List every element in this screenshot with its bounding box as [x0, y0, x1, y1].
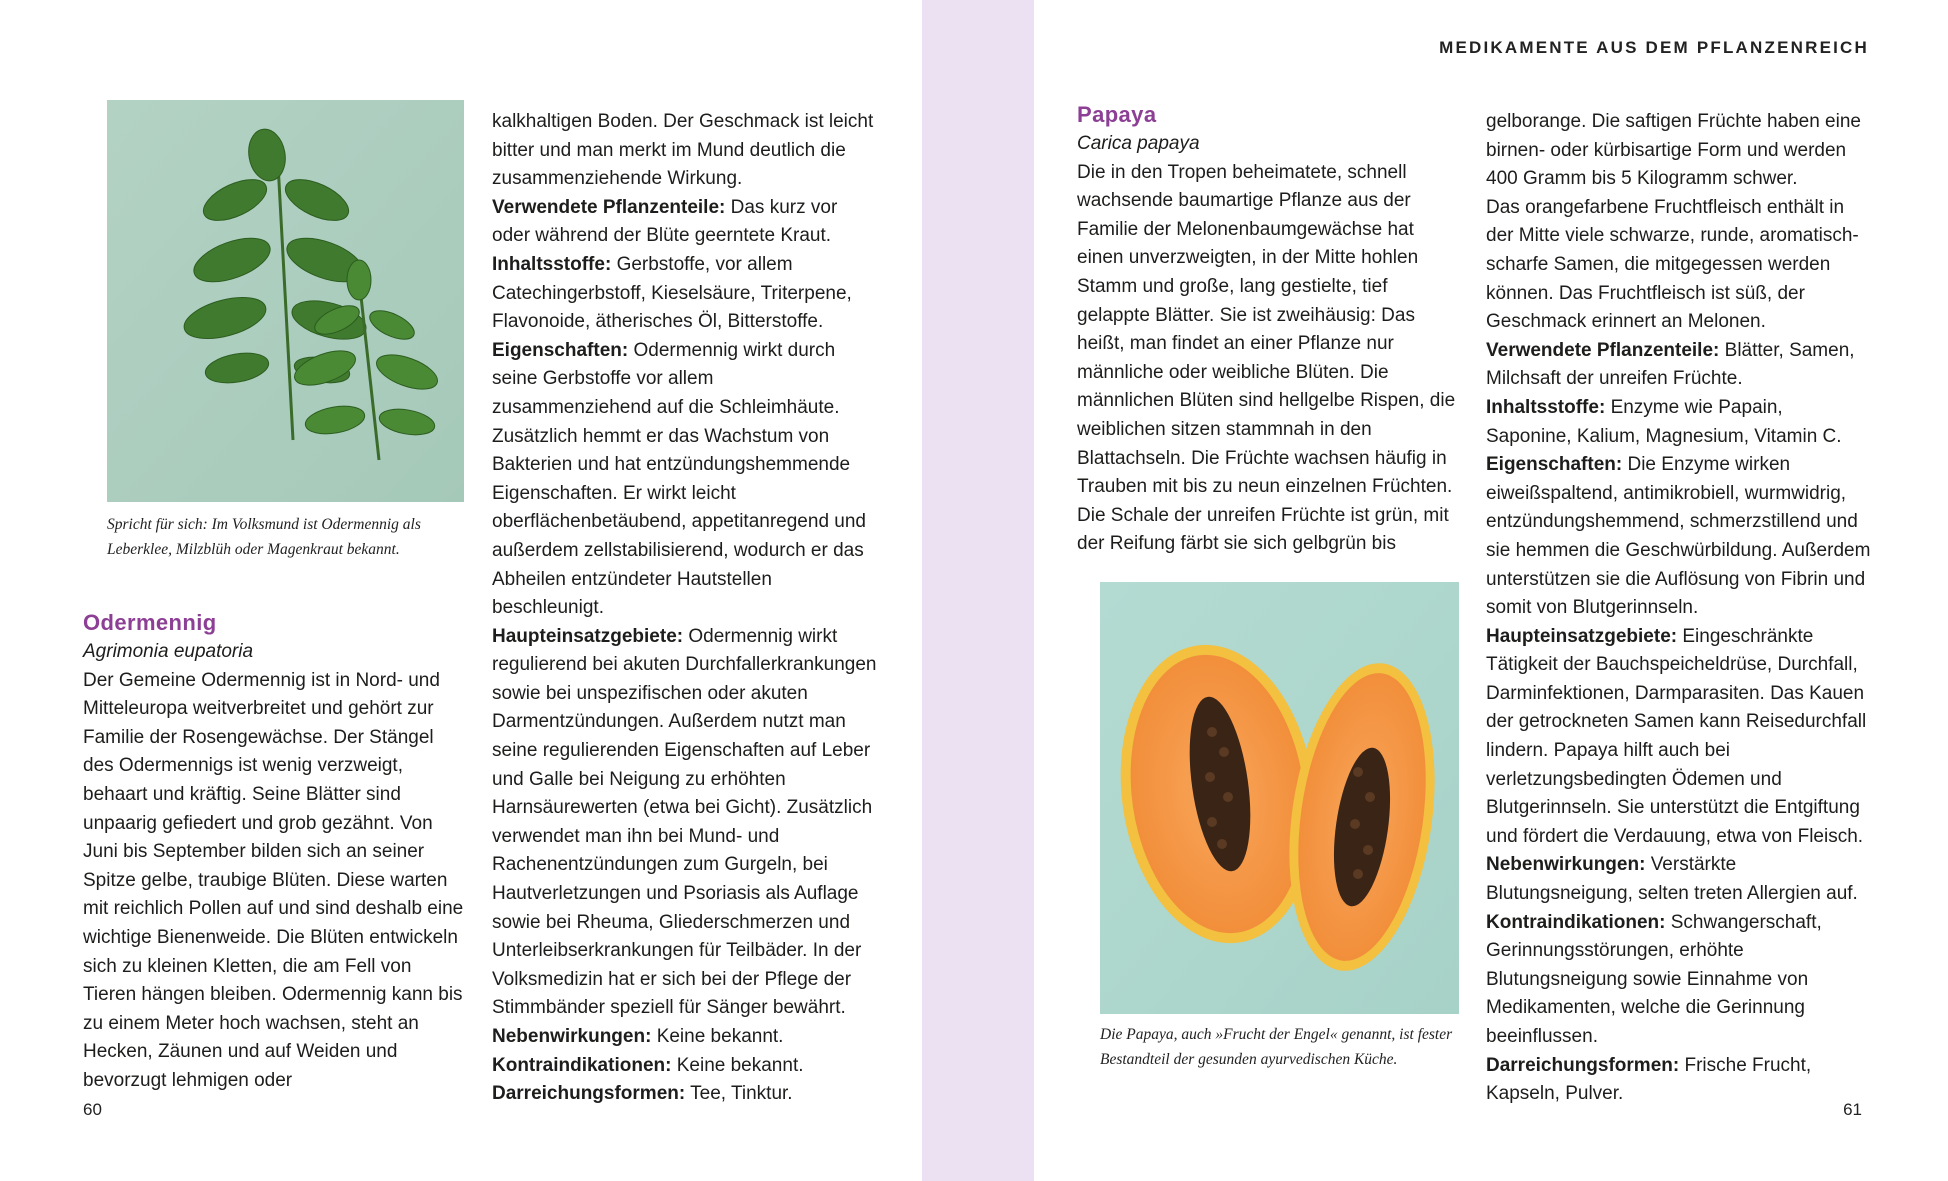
entry-label: Haupteinsatzgebiete:	[1486, 625, 1678, 647]
continuation-text: kalkhaltigen Boden. Der Geschmack ist leicht bitter und man merkt im Mund deutlich die zusammenziehende Wirkung.	[492, 111, 874, 190]
entry-text: Keine bekannt.	[676, 1054, 804, 1076]
entry	[1486, 337, 1872, 394]
entry-text: Odermennig wirkt durch seine Gerbstoffe vor allem zusammenziehend auf die Schleimhäute. Zusätzlich hemmt er das Wachstum von Bakterien und hat entzündungshemmende Eigenschaften. Er wirkt leicht oberflächenbetäubend, appetitanregend und außerdem zellstabilisierend, wodurch er das Abheilen entzündeter Hautstellen beschleunigt.	[492, 339, 866, 619]
page-gutter	[922, 0, 1034, 1181]
papaya-photo-caption: Die Papaya, auch »Frucht der Engel« genannt, ist fester Bestandteil der gesunden ayurvedischen Küche.	[1100, 1026, 1453, 1068]
entry-text: Verstärkte Blutungsneigung, selten treten Allergien auf.	[1486, 854, 1858, 905]
entry-label: Darreichungsformen:	[1486, 1054, 1680, 1076]
latin-name: Agrimonia eupatoria	[83, 641, 254, 662]
entry	[492, 1023, 877, 1052]
page-number-right: 61	[1843, 1100, 1862, 1119]
entry	[492, 251, 877, 337]
entry-label: Inhaltsstoffe:	[492, 253, 612, 275]
entry-label: Haupteinsatzgebiete:	[492, 625, 684, 647]
page-number-left: 60	[83, 1100, 102, 1119]
entry	[1486, 623, 1872, 852]
leaf-illustration	[107, 100, 464, 502]
entry-text: Eingeschränkte Tätigkeit der Bauchspeicheldrüse, Durchfall, Darminfektionen, Darmparasiten. Das Kauen der getrockneten Samen kann Reisedurchfall lindern. Papaya hilft auch bei verletzungsbedingten Ödemen und Blutgerinnseln. Sie unterstützt die Entgiftung und fördert die Verdauung, etwa von Fleisch.	[1486, 625, 1867, 847]
entry-label: Kontraindikationen:	[492, 1054, 672, 1076]
papaya-illustration	[1100, 582, 1459, 1014]
entry	[492, 1080, 877, 1109]
entry-label: Verwendete Pflanzenteile:	[492, 196, 726, 218]
entry-label: Darreichungsformen:	[492, 1083, 686, 1105]
entry-text: Frische Frucht, Kapseln, Pulver.	[1486, 1054, 1812, 1105]
latin-name: Carica papaya	[1077, 133, 1200, 154]
entry	[492, 623, 877, 1023]
entry-label: Eigenschaften:	[492, 339, 629, 361]
herb-heading-odermennig: Odermennig	[83, 610, 217, 635]
entry-text: Das kurz vor oder während der Blüte geerntete Kraut.	[492, 196, 838, 247]
entry	[1486, 394, 1872, 451]
entry-label: Verwendete Pflanzenteile:	[1486, 339, 1720, 361]
leaf-photo-caption: Spricht für sich: Im Volksmund ist Odermennig als Leberklee, Milzblüh oder Magenkraut bekannt.	[107, 516, 421, 558]
entry-label: Inhaltsstoffe:	[1486, 396, 1606, 418]
entry-text: Gerbstoffe, vor allem Catechingerbstoff, Kieselsäure, Triterpene, Flavonoide, ätherisches Öl, Bitterstoffe.	[492, 253, 852, 333]
entry-label: Eigenschaften:	[1486, 454, 1623, 476]
intro-text: Die in den Tropen beheimatete, schnell wachsende baumartige Pflanze aus der Familie der Melonenbaumgewächse hat einen unverzweigten, in der Mitte hohlen Stamm und große, lang gestielte, tief gelappte Blätter. Sie ist zweihäusig: Das heißt, man findet an einer Pflanze nur männliche oder weibliche Blüten. Die männlichen Blüten sind hellgelbe Rispen, die weiblichen sitzen stammnah in den Blattachseln. Die Früchte wachsen häufig in Trauben mit bis zu neun einzelnen Früchten. Die Schale der unreifen Früchte ist grün, mit der Reifung färbt sie sich gelbgrün bis	[1077, 161, 1456, 555]
entry-text: Keine bekannt.	[656, 1026, 784, 1047]
entry	[1486, 909, 1872, 1052]
right-column-2	[1486, 108, 1872, 1109]
right-column-1	[1077, 100, 1461, 559]
entry-text: Tee, Tinktur.	[690, 1083, 793, 1105]
left-column-2	[492, 108, 877, 1109]
herb-heading-papaya: Papaya	[1077, 102, 1157, 127]
entry	[1486, 451, 1872, 623]
entry-label: Nebenwirkungen:	[1486, 854, 1646, 876]
entry-text: Die Enzyme wirken eiweißspaltend, antimikrobiell, wurmwidrig, entzündungshemmend, schmerzstillend und sie hemmen die Geschwürbildung. Außerdem unterstützen sie die Auflösung von Fibrin und somit von Blutgerinnseln.	[1486, 454, 1871, 619]
running-head: MEDIKAMENTE AUS DEM PFLANZENREICH	[1439, 38, 1869, 57]
entry-text: Odermennig wirkt regulierend bei akuten Durchfallerkrankungen sowie bei unspezifischen oder akuten Darmentzündungen. Außerdem nutzt man seine regulierenden Eigenschaften auf Leber und Galle bei Neigung zu erhöhten Harnsäurewerten (etwa bei Gicht). Zusätzlich verwendet man ihn bei Mund- und Rachenentzündungen zum Gurgeln, bei Hautverletzungen und Psoriasis als Auflage sowie bei Rheuma, Gliederschmerzen und Unterleibserkrankungen für Teilbäder. In der Volksmedizin hat er sich bei der Pflege der Stimmbänder speziell für Sänger bewährt.	[492, 625, 877, 1019]
entry	[1486, 851, 1872, 908]
entry-label: Nebenwirkungen:	[492, 1026, 652, 1047]
continuation-text: gelborange. Die saftigen Früchte haben eine birnen- oder kürbisartige Form und werden 400 Gramm bis 5 Kilogramm schwer.	[1486, 111, 1861, 190]
entry-text: Blätter, Samen, Milchsaft der unreifen Früchte.	[1486, 339, 1855, 390]
agrimonia-leaf-photo	[107, 100, 464, 502]
entry-label: Kontraindikationen:	[1486, 911, 1666, 933]
entry-text: Enzyme wie Papain, Saponine, Kalium, Magnesium, Vitamin C.	[1486, 396, 1842, 447]
entry	[492, 194, 877, 251]
continuation-text-2: Das orangefarbene Fruchtfleisch enthält in der Mitte viele schwarze, runde, aromatisch-scharfe Samen, die mitgegessen werden können. Das Fruchtfleisch ist süß, der Geschmack erinnert an Melonen.	[1486, 196, 1859, 333]
intro-text: Der Gemeine Odermennig ist in Nord- und Mitteleuropa weitverbreitet und gehört zur Familie der Rosengewächse. Der Stängel des Odermennigs ist wenig verzweigt, behaart und kräftig. Seine Blätter sind unpaarig gefiedert und grob gezähnt. Von Juni bis September bilden sich an seiner Spitze gelbe, traubige Blüten. Diese warten mit reichlich Pollen auf und sind deshalb eine wichtige Bienenweide. Die Blüten entwickeln sich zu kleinen Kletten, die am Fell von Tieren hängen bleiben. Odermennig kann bis zu einem Meter hoch wachsen, steht an Hecken, Zäunen und auf Weiden und bevorzugt lehmigen oder	[83, 669, 464, 1091]
entry-text: Schwangerschaft, Gerinnungsstörungen, erhöhte Blutungsneigung sowie Einnahme von Medikamenten, welche die Gerinnung beeinflussen.	[1486, 911, 1822, 1047]
entry	[492, 337, 877, 623]
entry	[1486, 1052, 1872, 1109]
entry	[492, 1052, 877, 1081]
papaya-photo	[1100, 582, 1459, 1014]
left-column-1	[83, 608, 467, 1096]
